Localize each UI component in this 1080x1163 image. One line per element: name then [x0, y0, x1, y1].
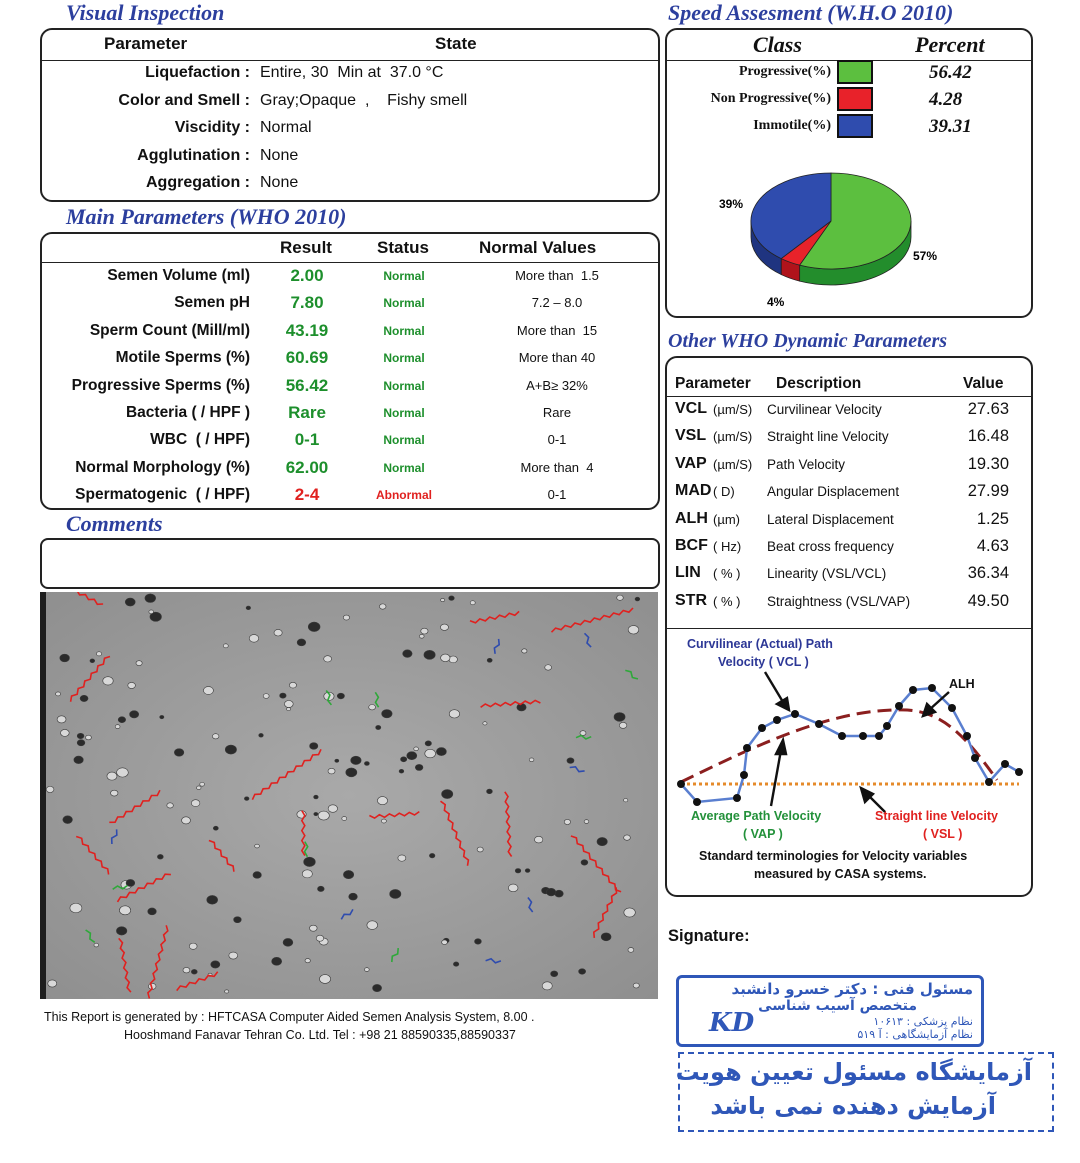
dyn-row-value: 4.63 [976, 537, 1009, 555]
vsl-label-line-1: Straight line Velocity [875, 809, 998, 823]
dyn-table-divider [667, 628, 1031, 629]
motility-pie-chart [667, 156, 1031, 316]
dyn-row-code: BCF [675, 537, 708, 554]
dyn-row-unit: ( Hz) [713, 539, 742, 554]
dyn-row-value: 36.34 [967, 564, 1009, 583]
stamp-initials: KD [709, 1008, 755, 1038]
mp-row-result: 62.00 [285, 457, 329, 477]
dyn-row-description: Straight line Velocity [767, 429, 889, 445]
dyn-header-parameter: Parameter [675, 375, 751, 392]
mp-row-status: Normal [383, 323, 425, 338]
visual-inspection-box [40, 28, 660, 202]
dyn-header-divider [667, 396, 1031, 397]
alh-label: ALH [949, 677, 975, 691]
dyn-row-value: 27.99 [967, 482, 1009, 501]
notice-line-2: آزمایش دهنده نمی باشد [710, 1092, 996, 1120]
speed-header-class: Class [753, 32, 802, 57]
pie-label-progressive: 57% [913, 249, 938, 263]
dyn-row-unit: (µm/S) [713, 402, 753, 417]
dyn-row-description: Straightness (VSL/VAP) [767, 593, 911, 609]
vi-row-value: None [260, 174, 299, 191]
mp-row-label: Motile Sperms (%) [115, 349, 250, 367]
dyn-row-code: VSL [675, 427, 707, 445]
dyn-row-description: Lateral Displacement [767, 511, 894, 527]
mp-header-divider [42, 262, 658, 263]
mp-header-status: Status [377, 238, 429, 257]
dyn-row-description: Angular Displacement [767, 484, 900, 500]
speed-row-swatch [837, 60, 873, 84]
mp-row-normal: Rare [542, 405, 572, 420]
main-parameters-title: Main Parameters (WHO 2010) [66, 204, 347, 229]
mp-row-normal: 0-1 [547, 487, 567, 503]
vi-row-value: Entire, 30 Min at 37.0 °C [260, 64, 444, 81]
stamp-line-4: نظام آزمایشگاهی : آ ۵۱۹ [857, 1028, 973, 1041]
vcl-label-line-2: Velocity ( VCL ) [718, 655, 809, 669]
mp-row-normal: 0-1 [547, 432, 567, 448]
notice-line-1: آزمایشگاه مسئول تعیین هویت [675, 1058, 1032, 1086]
pie-label-non-progressive: 4% [767, 295, 785, 309]
dynamic-title: Other WHO Dynamic Parameters [668, 330, 948, 352]
speed-header-percent: Percent [915, 32, 985, 57]
mp-row-label: Semen Volume (ml) [107, 267, 250, 284]
mp-row-result: 56.42 [285, 375, 329, 395]
dyn-row-value: 27.63 [967, 400, 1009, 418]
dyn-row-value: 1.25 [976, 509, 1009, 528]
mp-header-normal: Normal Values [479, 238, 597, 257]
vi-row-value: None [260, 146, 299, 164]
dyn-header-description: Description [776, 375, 862, 392]
mp-row-status: Normal [383, 378, 425, 393]
vi-row-label: Aggregation : [146, 174, 250, 191]
vap-average-path [681, 710, 997, 782]
mp-row-status: Normal [383, 406, 425, 420]
mp-row-normal: More than 1.5 [515, 268, 599, 283]
dyn-row-value: 16.48 [967, 427, 1009, 446]
mp-row-normal: More than 15 [516, 322, 598, 338]
dyn-row-code: ALH [675, 509, 708, 527]
speed-row-value: 4.28 [929, 89, 963, 110]
stamp-line-3: نظام پزشکی : ۱۰۶۱۳ [873, 1015, 973, 1028]
dyn-row-unit: ( % ) [713, 566, 741, 582]
mp-row-result: 60.69 [285, 348, 329, 368]
speed-row-label: Immotile(%) [753, 118, 831, 133]
mp-row-status: Normal [383, 433, 425, 448]
dyn-header-value: Value [963, 375, 1004, 392]
footer-line-2: Hooshmand Fanavar Tehran Co. Ltd. Tel : +98 21 88590335,88590337 [124, 1028, 516, 1042]
mp-row-label: Spermatogenic ( / HPF) [75, 486, 250, 504]
vi-row-label: Liquefaction : [145, 64, 250, 81]
dyn-row-code: VCL [675, 400, 707, 417]
dyn-row-description: Curvilinear Velocity [767, 402, 882, 417]
vsl-label-line-2: ( VSL ) [923, 827, 963, 841]
dyn-row-code: LIN [675, 564, 701, 582]
dyn-row-unit: ( D) [713, 484, 735, 500]
vi-row-label: Viscidity : [174, 119, 250, 136]
microscope-field-svg [40, 592, 658, 999]
dyn-row-code: MAD [675, 482, 712, 500]
mp-row-normal: More than 40 [518, 350, 596, 366]
casa-microscope-image [40, 592, 658, 999]
stamp-line-2: متخصص آسیب شناسی [758, 998, 917, 1014]
speed-row-label: Progressive(%) [738, 64, 831, 79]
mp-row-result: 43.19 [285, 320, 329, 340]
vap-label-line-2: ( VAP ) [743, 827, 783, 841]
comments-box [40, 538, 660, 589]
diagram-caption-line-1: Standard terminologies for Velocity variables [699, 849, 968, 863]
velocity-diagram [667, 630, 1031, 895]
mp-row-status: Normal [383, 269, 425, 283]
dyn-row-description: Linearity (VSL/VCL) [767, 566, 887, 582]
lab-notice-stamp [675, 1052, 1054, 1132]
vap-label-line-1: Average Path Velocity [691, 809, 822, 823]
dyn-row-unit: (µm) [713, 511, 740, 527]
signature-label: Signature: [668, 927, 750, 945]
speed-row-swatch [837, 114, 873, 138]
vi-row-label: Color and Smell : [118, 91, 250, 109]
vi-header-parameter: Parameter [104, 34, 188, 53]
main-parameters-box [40, 232, 660, 510]
vi-row-value: Gray;Opaque , Fishy smell [260, 91, 468, 109]
mp-row-label: Sperm Count (Mill/ml) [89, 321, 250, 339]
vi-row-value: Normal [260, 119, 312, 136]
doctor-stamp [676, 975, 984, 1047]
pie-label-immotile: 39% [719, 197, 744, 211]
speed-row-swatch [837, 87, 873, 111]
mp-row-result: Rare [288, 403, 326, 422]
dyn-row-description: Path Velocity [767, 456, 846, 472]
dyn-row-description: Beat cross frequency [767, 539, 894, 554]
mp-row-result: 0-1 [294, 430, 320, 450]
mp-row-result: 2.00 [290, 266, 324, 285]
dyn-row-value: 19.30 [967, 454, 1009, 473]
dyn-row-code: STR [675, 591, 707, 609]
vcl-label-line-1: Curvilinear (Actual) Path [687, 637, 833, 651]
speed-row-value: 39.31 [929, 116, 972, 137]
speed-title: Speed Assesment (W.H.O 2010) [668, 0, 954, 25]
mp-row-normal: A+B≥ 32% [526, 377, 588, 393]
dyn-row-code: VAP [675, 454, 707, 472]
speed-row-value: 56.42 [929, 62, 972, 83]
speed-box [665, 28, 1033, 318]
mp-row-status: Normal [383, 460, 425, 475]
mp-row-label: WBC ( / HPF) [150, 431, 250, 449]
mp-row-status: Normal [383, 296, 425, 311]
mp-row-result: 2-4 [294, 485, 320, 505]
mp-row-label: Normal Morphology (%) [75, 458, 250, 476]
visual-inspection-title: Visual Inspection [66, 0, 225, 25]
comments-title: Comments [66, 511, 163, 536]
mp-row-status: Abnormal [375, 488, 432, 503]
mp-row-label: Semen pH [174, 294, 250, 312]
mp-row-normal: 7.2 – 8.0 [531, 295, 583, 311]
vi-header-divider [42, 60, 658, 61]
vi-row-label: Agglutination : [137, 146, 250, 164]
dyn-row-unit: (µm/S) [713, 456, 753, 472]
mp-row-result: 7.80 [290, 293, 324, 313]
dynamic-box [665, 356, 1033, 897]
mp-row-label: Bacteria ( / HPF ) [125, 404, 250, 421]
stamp-line-1: مسئول فنی : دکتر خسرو دانشبد [731, 980, 973, 998]
speed-row-label: Non Progressive(%) [710, 91, 831, 106]
dyn-row-unit: (µm/S) [713, 429, 753, 445]
dyn-row-value: 49.50 [967, 591, 1009, 610]
mp-row-status: Normal [383, 351, 425, 366]
dyn-row-unit: ( % ) [713, 593, 741, 609]
mp-header-result: Result [280, 238, 332, 257]
mp-row-label: Progressive Sperms (%) [71, 376, 250, 394]
footer-line-1: This Report is generated by : HFTCASA Computer Aided Semen Analysis System, 8.00 . [44, 1010, 535, 1024]
mp-row-normal: More than 4 [520, 459, 594, 475]
vi-header-state: State [435, 34, 477, 53]
diagram-caption-line-2: measured by CASA systems. [754, 867, 927, 881]
